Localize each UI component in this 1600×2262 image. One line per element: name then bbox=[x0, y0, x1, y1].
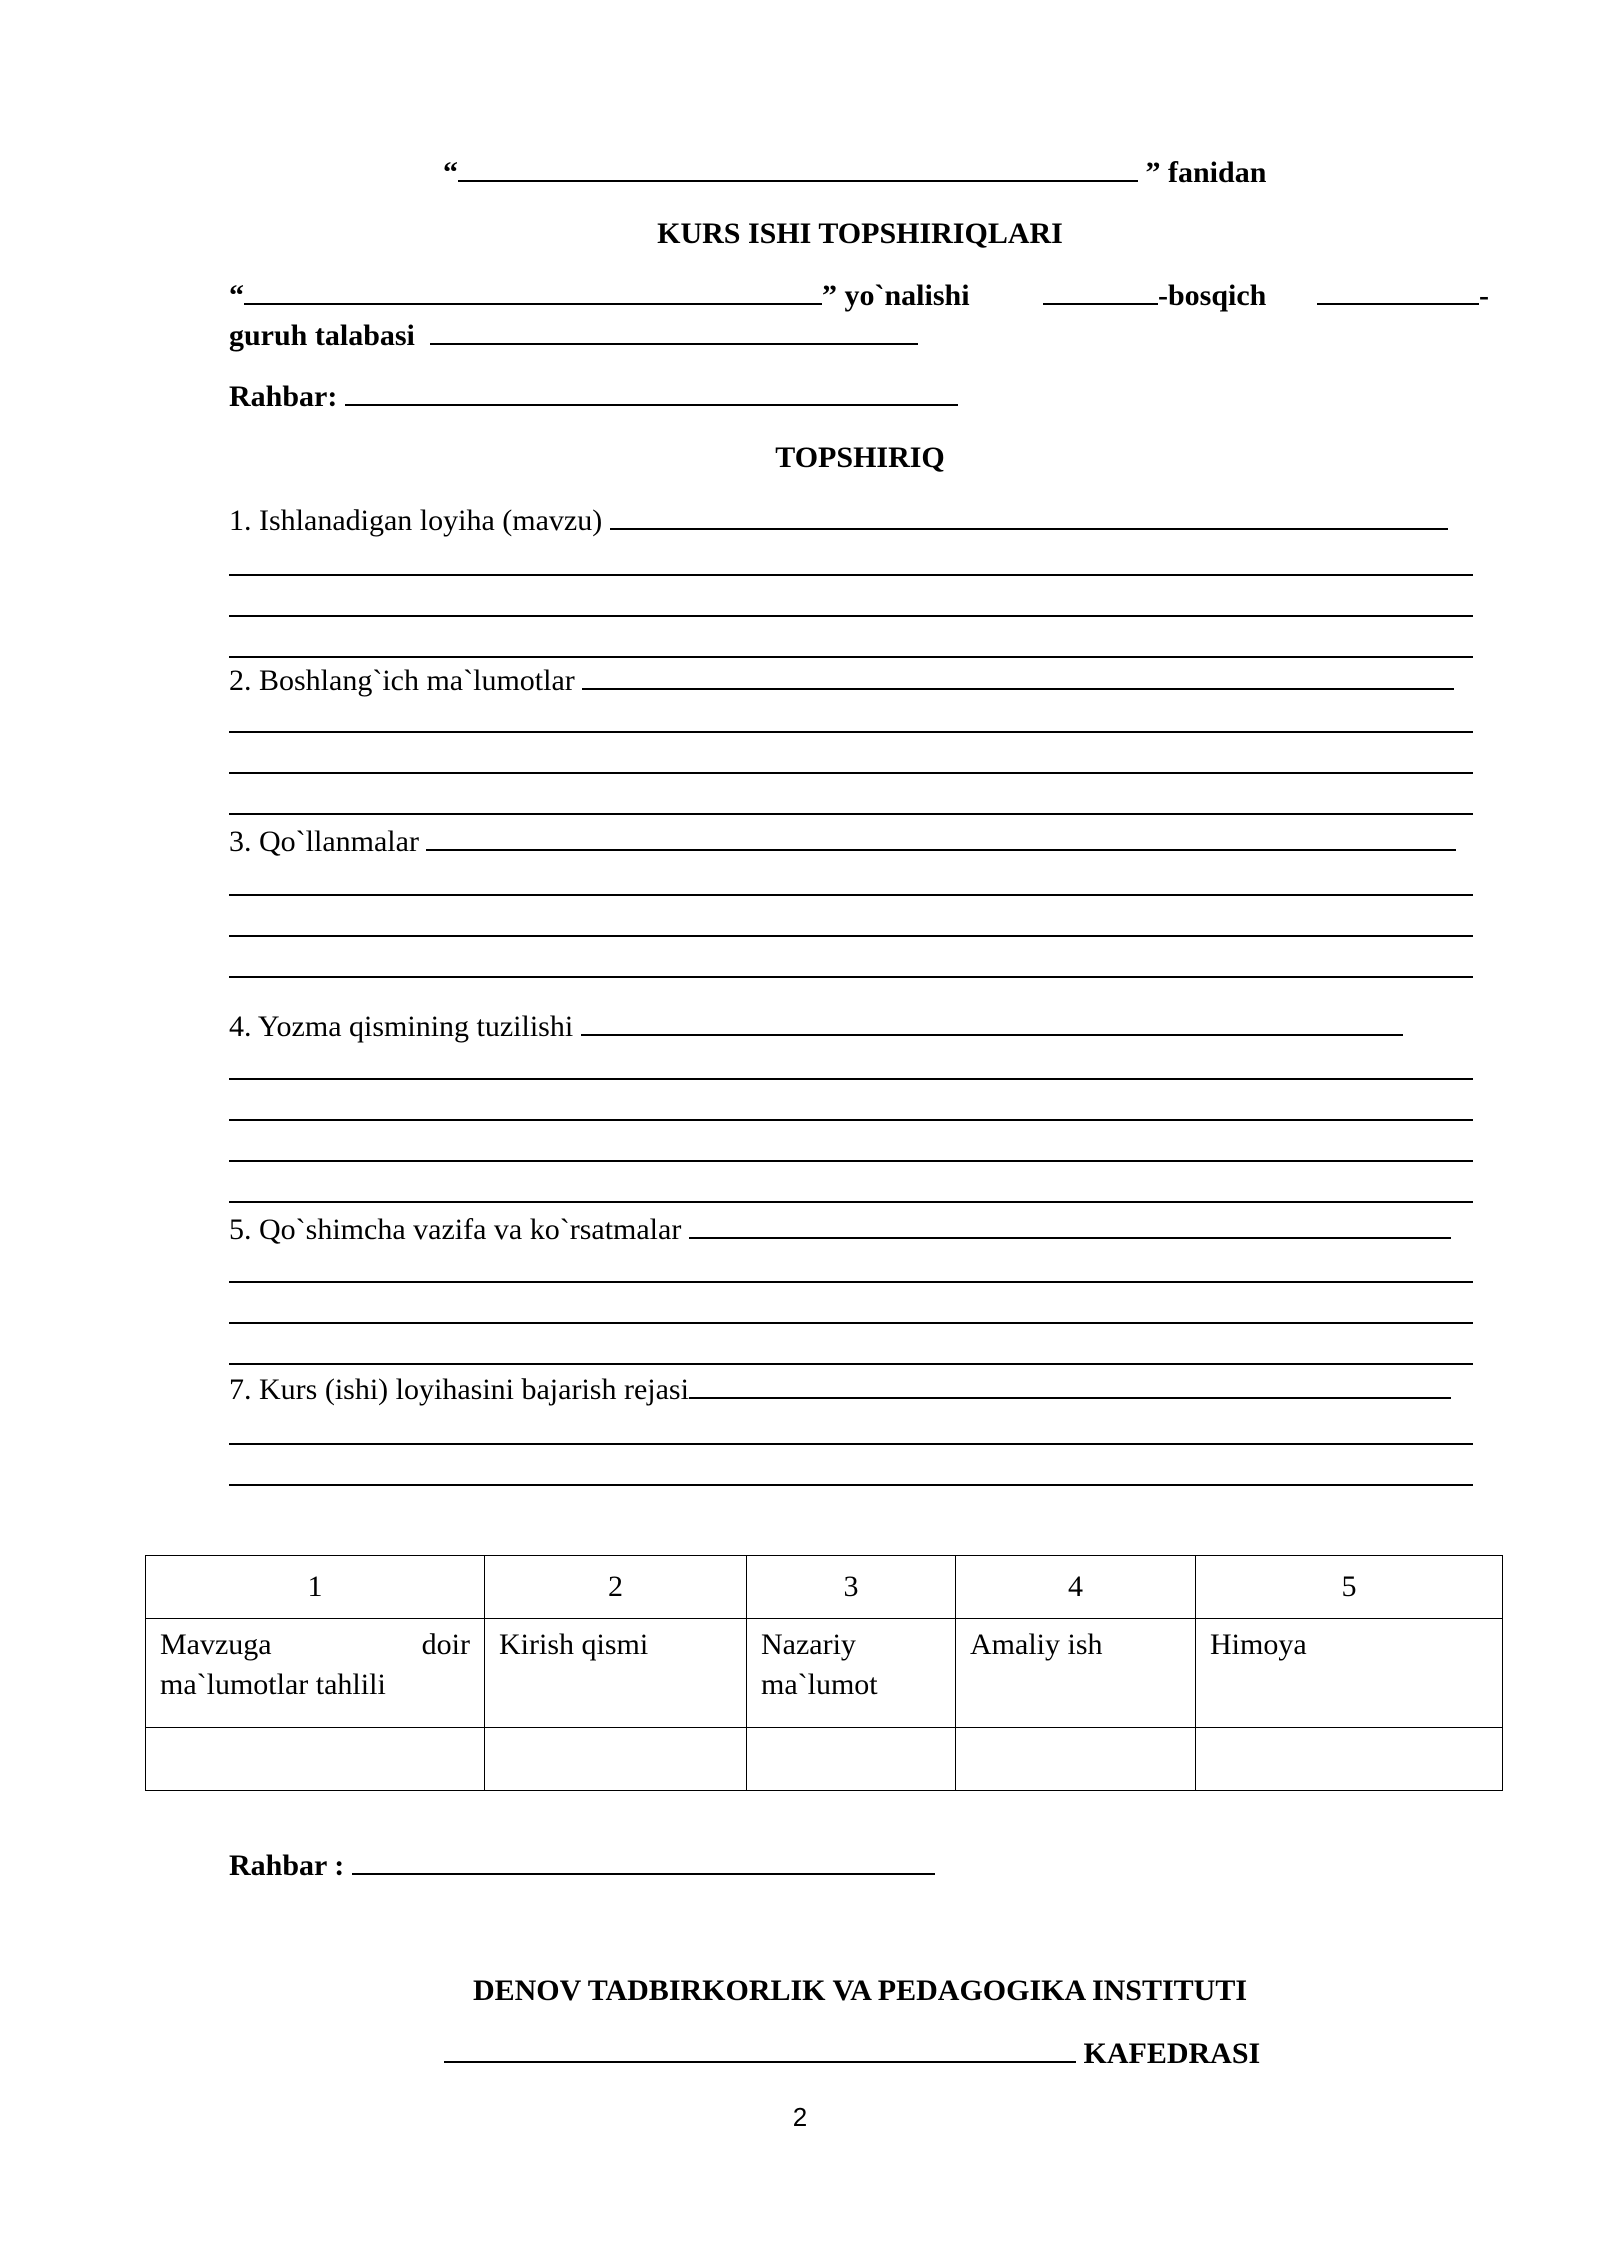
table-row bbox=[146, 1728, 1503, 1791]
stage-number: 1 bbox=[146, 1556, 485, 1619]
stage-number: 4 bbox=[956, 1556, 1196, 1619]
department-label: KAFEDRASI bbox=[1083, 2037, 1261, 2070]
item-5-line-2[interactable] bbox=[229, 1281, 1473, 1283]
item-4 bbox=[229, 1008, 1403, 1045]
subject-blank[interactable] bbox=[458, 154, 1138, 182]
stage-number: 2 bbox=[485, 1556, 747, 1619]
stage-name-part: doir bbox=[421, 1628, 470, 1661]
student-label: guruh talabasi bbox=[229, 319, 415, 352]
stage-name-part: Himoya bbox=[1210, 1628, 1307, 1661]
item-4-line-4[interactable] bbox=[229, 1160, 1473, 1162]
item-4-line-3[interactable] bbox=[229, 1119, 1473, 1121]
item-7-label: 7. Kurs (ishi) loyihasini bajarish rejasi bbox=[229, 1373, 689, 1406]
stage-name-cell bbox=[485, 1619, 747, 1728]
stage-entry-cell[interactable] bbox=[747, 1728, 956, 1791]
table-row bbox=[146, 1619, 1503, 1728]
student-line bbox=[229, 317, 918, 354]
department-line bbox=[444, 2035, 1260, 2072]
item-1-line-2[interactable] bbox=[229, 574, 1473, 576]
footer-supervisor-blank[interactable] bbox=[352, 1847, 935, 1875]
page-title: KURS ISHI TOPSHIRIQLARI bbox=[657, 217, 1063, 250]
supervisor-blank[interactable] bbox=[345, 378, 958, 406]
stage-entry-cell[interactable] bbox=[1196, 1728, 1503, 1791]
item-5 bbox=[229, 1211, 1451, 1248]
supervisor-line bbox=[229, 378, 958, 415]
stage-number: 5 bbox=[1196, 1556, 1503, 1619]
item-5-blank[interactable] bbox=[689, 1211, 1451, 1239]
stage-entry-cell[interactable] bbox=[956, 1728, 1196, 1791]
direction-suffix: ” yo`nalishi bbox=[822, 279, 970, 312]
student-blank[interactable] bbox=[430, 317, 918, 345]
item-1-label: 1. Ishlanadigan loyiha (mavzu) bbox=[229, 504, 603, 537]
item-2-line-4[interactable] bbox=[229, 813, 1473, 815]
item-2-label: 2. Boshlang`ich ma`lumotlar bbox=[229, 664, 575, 697]
item-7-line-2[interactable] bbox=[229, 1443, 1473, 1445]
department-blank[interactable] bbox=[444, 2035, 1076, 2063]
stage-name-part: ma`lumotlar tahlili bbox=[160, 1668, 386, 1701]
item-5-line-4[interactable] bbox=[229, 1363, 1473, 1365]
table-row bbox=[146, 1556, 1503, 1619]
stage-name-cell bbox=[146, 1619, 485, 1728]
item-3-line-3[interactable] bbox=[229, 935, 1473, 937]
direction-open-quote: “ bbox=[229, 279, 244, 312]
footer-supervisor-line bbox=[229, 1847, 935, 1884]
item-1-blank[interactable] bbox=[610, 502, 1448, 530]
item-1-line-4[interactable] bbox=[229, 656, 1473, 658]
item-3-blank[interactable] bbox=[426, 823, 1456, 851]
item-2 bbox=[229, 662, 1454, 699]
stage-field bbox=[1043, 277, 1266, 314]
stage-name-part: ma`lumot bbox=[761, 1668, 878, 1701]
item-7-blank[interactable] bbox=[689, 1371, 1451, 1399]
supervisor-label: Rahbar: bbox=[229, 380, 338, 413]
item-3 bbox=[229, 823, 1456, 860]
item-3-line-4[interactable] bbox=[229, 976, 1473, 978]
subject-open-quote: “ bbox=[443, 156, 458, 189]
page-number: 2 bbox=[792, 2102, 808, 2132]
group-suffix: - bbox=[1479, 279, 1489, 312]
item-4-line-2[interactable] bbox=[229, 1078, 1473, 1080]
direction-blank[interactable] bbox=[244, 277, 822, 305]
subject-line bbox=[443, 154, 1266, 191]
subject-suffix: ” fanidan bbox=[1145, 156, 1267, 189]
item-2-line-2[interactable] bbox=[229, 731, 1473, 733]
item-7 bbox=[229, 1371, 1451, 1408]
item-5-line-3[interactable] bbox=[229, 1322, 1473, 1324]
stage-entry-cell[interactable] bbox=[146, 1728, 485, 1791]
item-1 bbox=[229, 502, 1448, 539]
item-4-line-5[interactable] bbox=[229, 1201, 1473, 1203]
direction-line bbox=[229, 277, 970, 314]
item-2-line-3[interactable] bbox=[229, 772, 1473, 774]
item-4-blank[interactable] bbox=[581, 1008, 1403, 1036]
group-field bbox=[1317, 277, 1489, 314]
item-4-label: 4. Yozma qismining tuzilishi bbox=[229, 1010, 574, 1043]
item-2-blank[interactable] bbox=[582, 662, 1454, 690]
footer-supervisor-label: Rahbar : bbox=[229, 1849, 345, 1882]
stage-entry-cell[interactable] bbox=[485, 1728, 747, 1791]
stage-blank[interactable] bbox=[1043, 277, 1158, 305]
stage-name-part: Mavzuga bbox=[160, 1628, 272, 1661]
plan-table bbox=[145, 1555, 1503, 1791]
stage-name-part: Kirish qismi bbox=[499, 1628, 649, 1661]
item-3-label: 3. Qo`llanmalar bbox=[229, 825, 419, 858]
group-blank[interactable] bbox=[1317, 277, 1479, 305]
stage-name-part: Amaliy ish bbox=[970, 1628, 1103, 1661]
stage-name-part: Nazariy bbox=[761, 1628, 856, 1661]
item-3-line-2[interactable] bbox=[229, 894, 1473, 896]
section-title: TOPSHIRIQ bbox=[775, 441, 945, 474]
stage-name-cell bbox=[747, 1619, 956, 1728]
stage-number: 3 bbox=[747, 1556, 956, 1619]
stage-name-cell bbox=[956, 1619, 1196, 1728]
stage-suffix: -bosqich bbox=[1158, 279, 1267, 312]
stage-name-cell bbox=[1196, 1619, 1503, 1728]
item-7-line-3[interactable] bbox=[229, 1484, 1473, 1486]
institute-name: DENOV TADBIRKORLIK VA PEDAGOGIKA INSTITUTI bbox=[472, 1974, 1248, 2007]
item-5-label: 5. Qo`shimcha vazifa va ko`rsatmalar bbox=[229, 1213, 682, 1246]
item-1-line-3[interactable] bbox=[229, 615, 1473, 617]
